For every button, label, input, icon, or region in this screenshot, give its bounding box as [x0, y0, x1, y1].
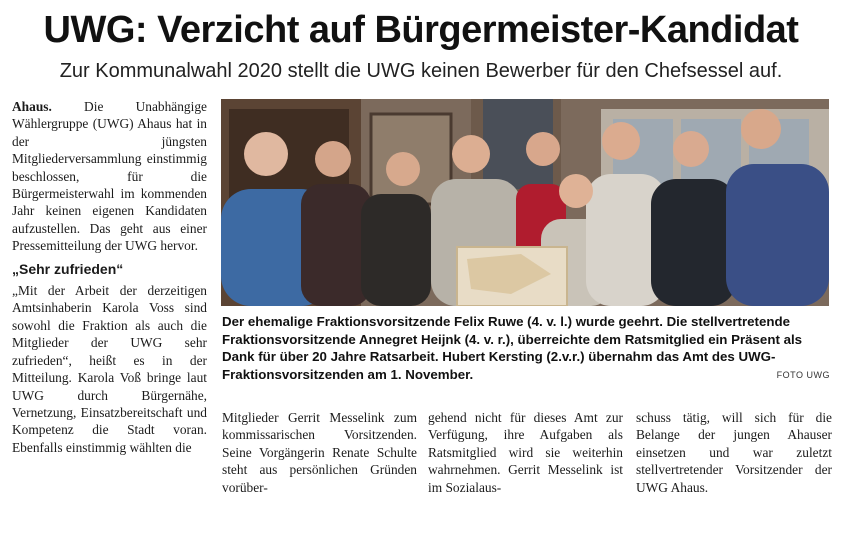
subheadline: Zur Kommunalwahl 2020 stellt die UWG keinen Bewerber für den Chefsessel auf. [59, 60, 783, 82]
group-photo-illustration [221, 99, 829, 306]
article-column-2: Mitglieder Gerrit Messelink zum kommissarischen Vorsitzenden. Seine Vorgängerin Renate Schulte steht aus persönlichen Gründen vorüber- [222, 410, 417, 495]
body-paragraph-1: „Mit der Arbeit der derzeitigen Amtsinhaberin Karola Voss sind sowohl die Fraktion als auch die Mitglieder der UWG sehr zufrieden“, heißt es in der Mitteilung. Karola Voß bringe laut UWG durch Bürgernähe, Vernetzung, Einsatzbereitschaft und Kompetenz die Stadt voran. Ebenfalls einstimmig wählten die [12, 283, 207, 455]
article-photo [221, 99, 829, 306]
photo-caption: Der ehemalige Fraktionsvorsitzende Felix Ruwe (4. v. l.) wurde geehrt. Die stellvertretende Fraktionsvorsitzende Annegret Heijnk (4. v. r.), überreichte dem Ratsmitglied ein Präsent als Dank für über 20 Jahre Ratsarbeit. Hubert Kersting (2.v.r.) übernahm das Amt des UWG-Fraktionsvorsitzenden am 1. November. [222, 314, 803, 382]
lead-paragraph: Die Unabhängige Wählergruppe (UWG) Ahaus hat in der jüngsten Mitgliederversammlung einstimmig beschlossen, für die Bürgermeisterwahl im kommenden Jahr keinen eigenen Kandidaten aufzustellen. Das geht aus einer Pressemitteilung der UWG hervor. [12, 99, 207, 254]
dateline: Ahaus. [12, 99, 52, 114]
article-column-3: gehend nicht für dieses Amt zur Verfügung, ihre Aufgaben als Ratsmitglied wird sie weiterhin wahrnehmen. Gerrit Messelink ist im Sozialaus- [428, 410, 623, 495]
headline: UWG: Verzicht auf Bürgermeister-Kandidat [43, 9, 799, 51]
photo-credit: FOTO UWG [776, 370, 830, 380]
article-column-4: schuss tätig, will sich für die Belange der jungen Ahauser einsetzen und war zuletzt stellvertretender Vorsitzender der UWG Ahaus. [636, 410, 832, 495]
crosshead: „Sehr zufrieden“ [12, 260, 124, 277]
article-column-1 [12, 98, 207, 456]
